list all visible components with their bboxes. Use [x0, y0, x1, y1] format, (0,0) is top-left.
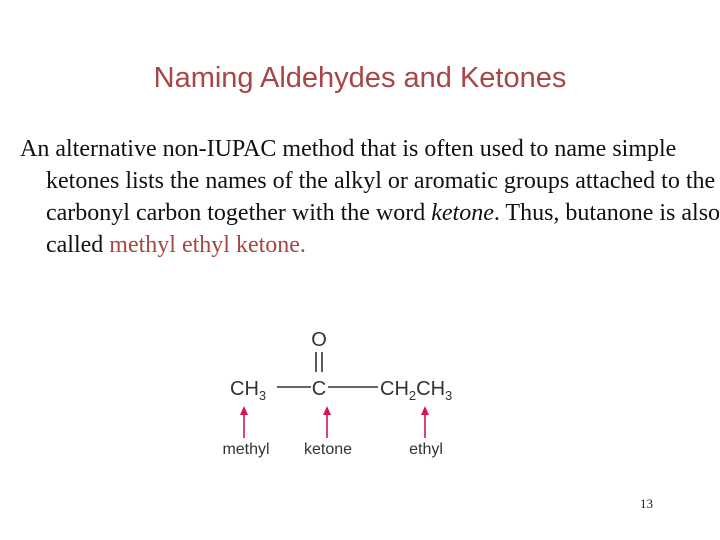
arrow-ethyl — [421, 406, 429, 438]
ethyl-group-label: $CH_2CH_3$ — [380, 378, 453, 403]
slide-number: 13 — [640, 496, 653, 511]
arrow-methyl — [240, 406, 248, 438]
butanone-structure — [200, 320, 500, 470]
body-emphasis-ketone: ketone — [431, 200, 494, 226]
body-paragraph — [20, 133, 720, 261]
slide-title: Naming Aldehydes and Ketones — [153, 62, 567, 94]
oxygen-atom-label: O — [311, 329, 327, 351]
label-ethyl: ethyl — [409, 441, 443, 458]
body-text-part-3: . — [299, 232, 306, 258]
body-text-part-2: . Thus, butanone is also called — [46, 200, 720, 258]
body-highlight-name: methyl ethyl ketone — [109, 232, 300, 258]
body-text-part-1: An alternative non-IUPAC method that is often used to name simple ketones lists the names of the alkyl or aromatic groups attached to the carbonyl carbon together with the word — [20, 136, 716, 226]
structure-diagram — [200, 320, 500, 470]
label-ketone: ketone — [303, 441, 353, 458]
label-methyl: methyl — [222, 441, 270, 458]
arrow-ketone — [323, 406, 331, 438]
methyl-group-label: $CH_3$ — [230, 378, 267, 403]
carbonyl-carbon-label: C — [311, 378, 327, 400]
